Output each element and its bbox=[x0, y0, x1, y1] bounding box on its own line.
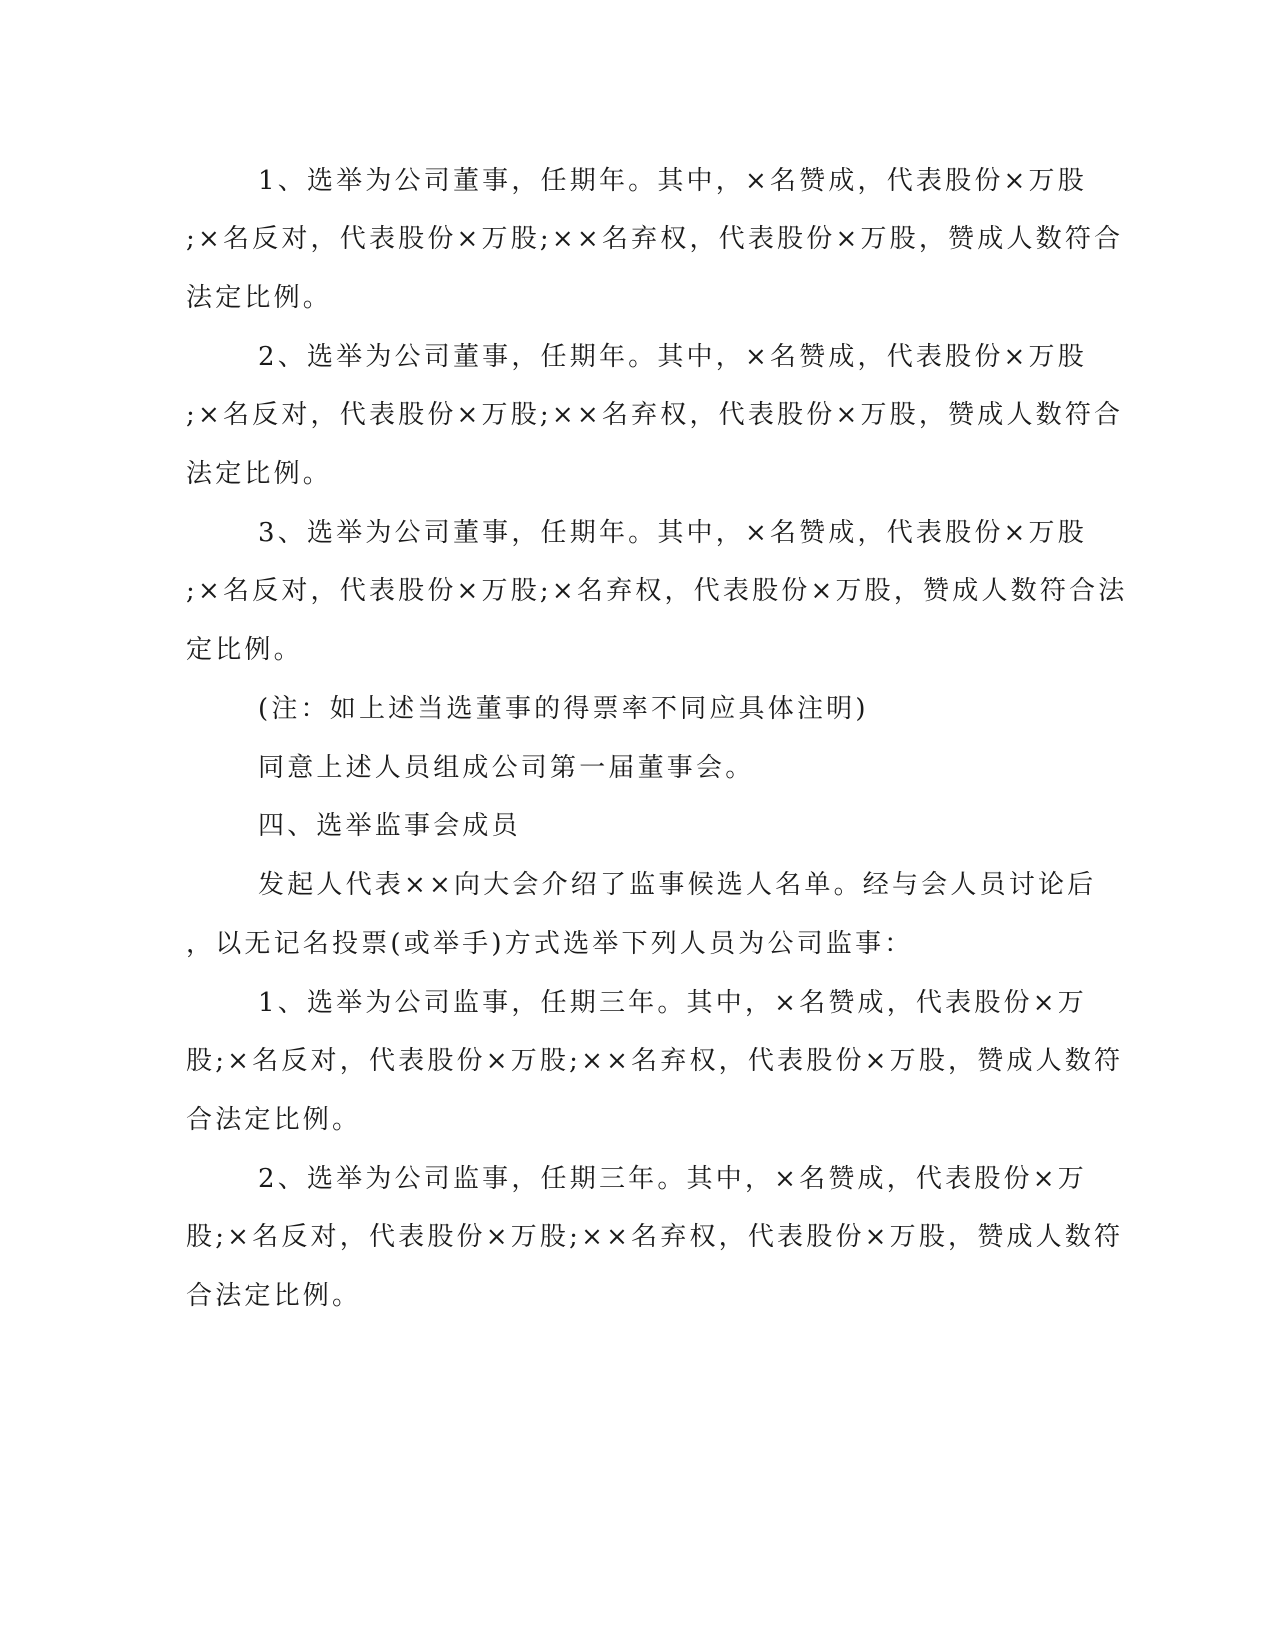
director-2-line-2: ;×名反对，代表股份×万股;××名弃权，代表股份×万股，赞成人数符合 bbox=[186, 400, 1124, 430]
supervisor-1-line-2: 股;×名反对，代表股份×万股;××名弃权，代表股份×万股，赞成人数符 bbox=[186, 1046, 1124, 1076]
note-line: (注：如上述当选董事的得票率不同应具体注明) bbox=[258, 694, 869, 724]
supervisor-intro-line-1: 发起人代表××向大会介绍了监事候选人名单。经与会人员讨论后 bbox=[258, 870, 1097, 900]
supervisor-2-line-3: 合法定比例。 bbox=[186, 1281, 362, 1311]
board-approval-line: 同意上述人员组成公司第一届董事会。 bbox=[258, 753, 755, 783]
director-1-line-3: 法定比例。 bbox=[186, 283, 333, 313]
supervisor-1-line-1: 1、选举为公司监事，任期三年。其中，×名赞成，代表股份×万 bbox=[258, 988, 1087, 1018]
supervisor-2-line-1: 2、选举为公司监事，任期三年。其中，×名赞成，代表股份×万 bbox=[258, 1164, 1087, 1194]
director-3-line-3: 定比例。 bbox=[186, 635, 303, 665]
supervisor-1-line-3: 合法定比例。 bbox=[186, 1105, 362, 1135]
section-heading-supervisors: 四、选举监事会成员 bbox=[258, 811, 521, 841]
director-3-line-2: ;×名反对，代表股份×万股;×名弃权，代表股份×万股，赞成人数符合法 bbox=[186, 576, 1128, 606]
director-3-line-1: 3、选举为公司董事，任期年。其中，×名赞成，代表股份×万股 bbox=[258, 518, 1087, 548]
supervisor-2-line-2: 股;×名反对，代表股份×万股;××名弃权，代表股份×万股，赞成人数符 bbox=[186, 1222, 1124, 1252]
director-2-line-1: 2、选举为公司董事，任期年。其中，×名赞成，代表股份×万股 bbox=[258, 342, 1087, 372]
supervisor-intro-line-2: ，以无记名投票(或举手)方式选举下列人员为公司监事： bbox=[186, 929, 914, 959]
director-1-line-1: 1、选举为公司董事，任期年。其中，×名赞成，代表股份×万股 bbox=[258, 166, 1087, 196]
director-2-line-3: 法定比例。 bbox=[186, 459, 333, 489]
director-1-line-2: ;×名反对，代表股份×万股;××名弃权，代表股份×万股，赞成人数符合 bbox=[186, 224, 1124, 254]
